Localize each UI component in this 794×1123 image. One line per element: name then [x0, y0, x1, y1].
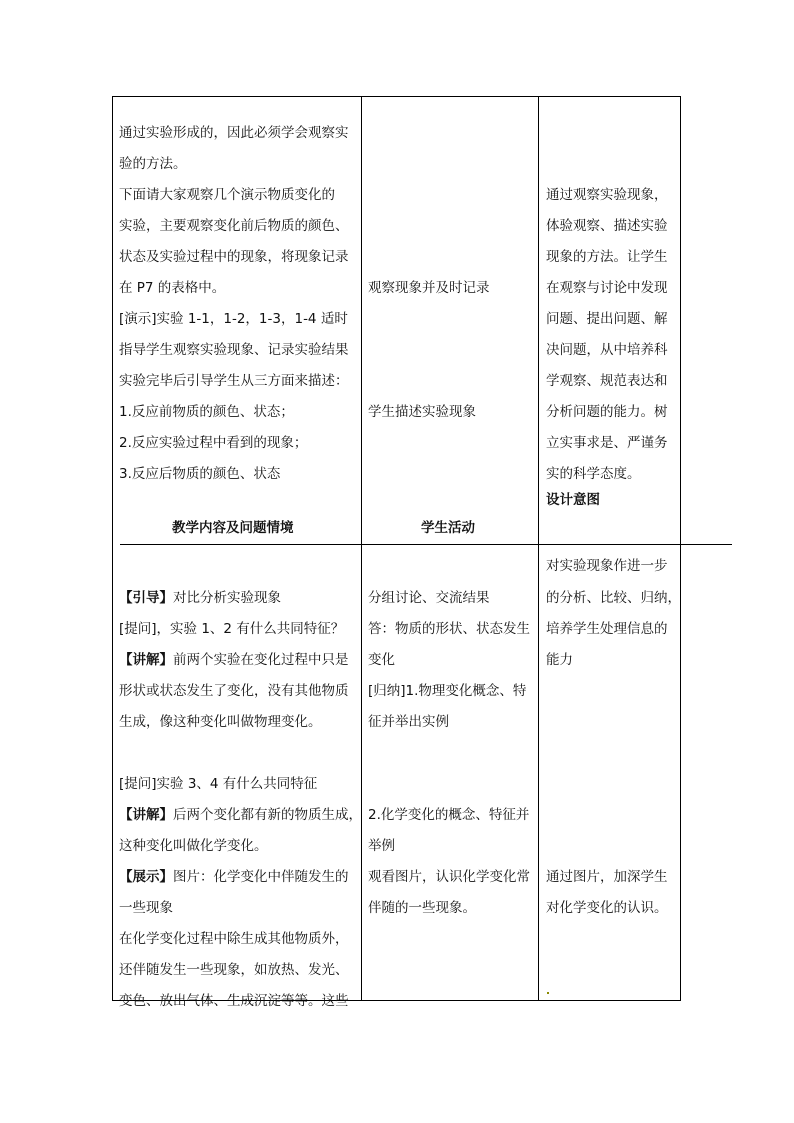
header-teaching-content: 教学内容及问题情境 — [172, 520, 294, 536]
column-divider-1 — [361, 96, 362, 1001]
col3-top-line: 立实事求是、严谨务 — [546, 435, 668, 451]
explain-tag: 【讲解】 — [119, 652, 173, 668]
col2-bottom-line: 征并举出实例 — [368, 714, 449, 730]
col1-bottom-line: 这种变化叫做化学变化。 — [119, 838, 268, 854]
col1-bottom-line: 变色、放出气体、生成沉淀等等。这些 — [119, 993, 349, 1009]
col1-top-line: 实验，主要观察变化前后物质的颜色、 — [119, 218, 349, 234]
col2-bottom-line: 举例 — [368, 838, 395, 854]
col3-bottom-line: 培养学生处理信息的 — [546, 621, 668, 637]
header-design-intent: 设计意图 — [546, 492, 600, 508]
col3-bottom-line: 对实验现象作进一步 — [546, 558, 668, 574]
col3-top-line: 决问题，从中培养科 — [546, 342, 668, 358]
col1-bottom-line: 【讲解】后两个变化都有新的物质生成， — [119, 807, 362, 823]
col1-top-line: 下面请大家观察几个演示物质变化的 — [119, 187, 335, 203]
row-divider — [120, 544, 732, 545]
display-tag: 【展示】 — [119, 869, 173, 885]
col1-top-line: 在 P7 的表格中。 — [119, 280, 226, 296]
col3-top-line: 现象的方法。让学生 — [546, 249, 668, 265]
col3-top-line: 问题、提出问题、解 — [546, 311, 668, 327]
col3-top-line: 实的科学态度。 — [546, 466, 641, 482]
col1-bottom-line: 【展示】图片：化学变化中伴随发生的 — [119, 869, 349, 885]
col2-bottom-line: [归纳]1.物理变化概念、特 — [368, 683, 527, 699]
stray-mark — [547, 992, 549, 994]
col2-bottom-line: 答：物质的形状、状态发生 — [368, 621, 530, 637]
col3-top-line: 学观察、规范表达和 — [546, 373, 668, 389]
col1-top-line: 通过实验形成的，因此必须学会观察实 — [119, 125, 349, 141]
col2-observe-text: 观察现象并及时记录 — [368, 280, 490, 296]
col2-describe-text: 学生描述实验现象 — [368, 404, 476, 420]
col1-top-line: 实验完毕后引导学生从三方面来描述： — [119, 373, 349, 389]
col1-top-line: [演示]实验 1-1，1-2，1-3，1-4 适时 — [119, 311, 348, 327]
col3-top-line: 通过观察实验现象， — [546, 187, 668, 203]
col1-top-line: 3.反应后物质的颜色、状态 — [119, 466, 281, 482]
col3-top-line: 在观察与讨论中发现 — [546, 280, 668, 296]
col1-bottom-line: 【讲解】前两个实验在变化过程中只是 — [119, 652, 349, 668]
col3-bottom-line: 通过图片，加深学生 — [546, 869, 668, 885]
col2-bottom-line: 伴随的一些现象。 — [368, 900, 476, 916]
col3-bottom-line: 能力 — [546, 652, 573, 668]
guide-tag: 【引导】 — [119, 590, 173, 606]
col1-bottom-line: [提问]，实验 1、2 有什么共同特征？ — [119, 621, 345, 637]
col2-bottom-line: 2.化学变化的概念、特征并 — [368, 807, 530, 823]
col2-bottom-line: 分组讨论、交流结果 — [368, 590, 490, 606]
col1-top-line: 2.反应实验过程中看到的现象； — [119, 435, 308, 451]
col3-bottom-line: 对化学变化的认识。 — [546, 900, 668, 916]
col3-top-line: 分析问题的能力。树 — [546, 404, 668, 420]
col1-top-line: 状态及实验过程中的现象，将现象记录 — [119, 249, 349, 265]
col1-bottom-line: 形状或状态发生了变化，没有其他物质 — [119, 683, 349, 699]
col1-bottom-line: [提问]实验 3、4 有什么共同特征 — [119, 776, 318, 792]
explain-tag: 【讲解】 — [119, 807, 173, 823]
col1-bottom-line: 在化学变化过程中除生成其他物质外， — [119, 931, 349, 947]
col1-bottom-line: 【引导】对比分析实验现象 — [119, 590, 281, 606]
col1-bottom-line: 还伴随发生一些现象，如放热、发光、 — [119, 962, 349, 978]
col1-top-line: 验的方法。 — [119, 156, 187, 172]
col1-top-line: 1.反应前物质的颜色、状态； — [119, 404, 294, 420]
col1-top-line: 指导学生观察实验现象、记录实验结果 — [119, 342, 349, 358]
col3-bottom-line: 的分析、比较、归纳， — [546, 590, 681, 606]
col1-bottom-line: 一些现象 — [119, 900, 173, 916]
col1-bottom-line: 生成，像这种变化叫做物理变化。 — [119, 714, 322, 730]
col2-bottom-line: 观看图片，认识化学变化常 — [368, 869, 530, 885]
header-student-activity: 学生活动 — [421, 520, 475, 536]
column-divider-2 — [538, 96, 539, 1001]
col3-top-line: 体验观察、描述实验 — [546, 218, 668, 234]
col2-bottom-line: 变化 — [368, 652, 395, 668]
